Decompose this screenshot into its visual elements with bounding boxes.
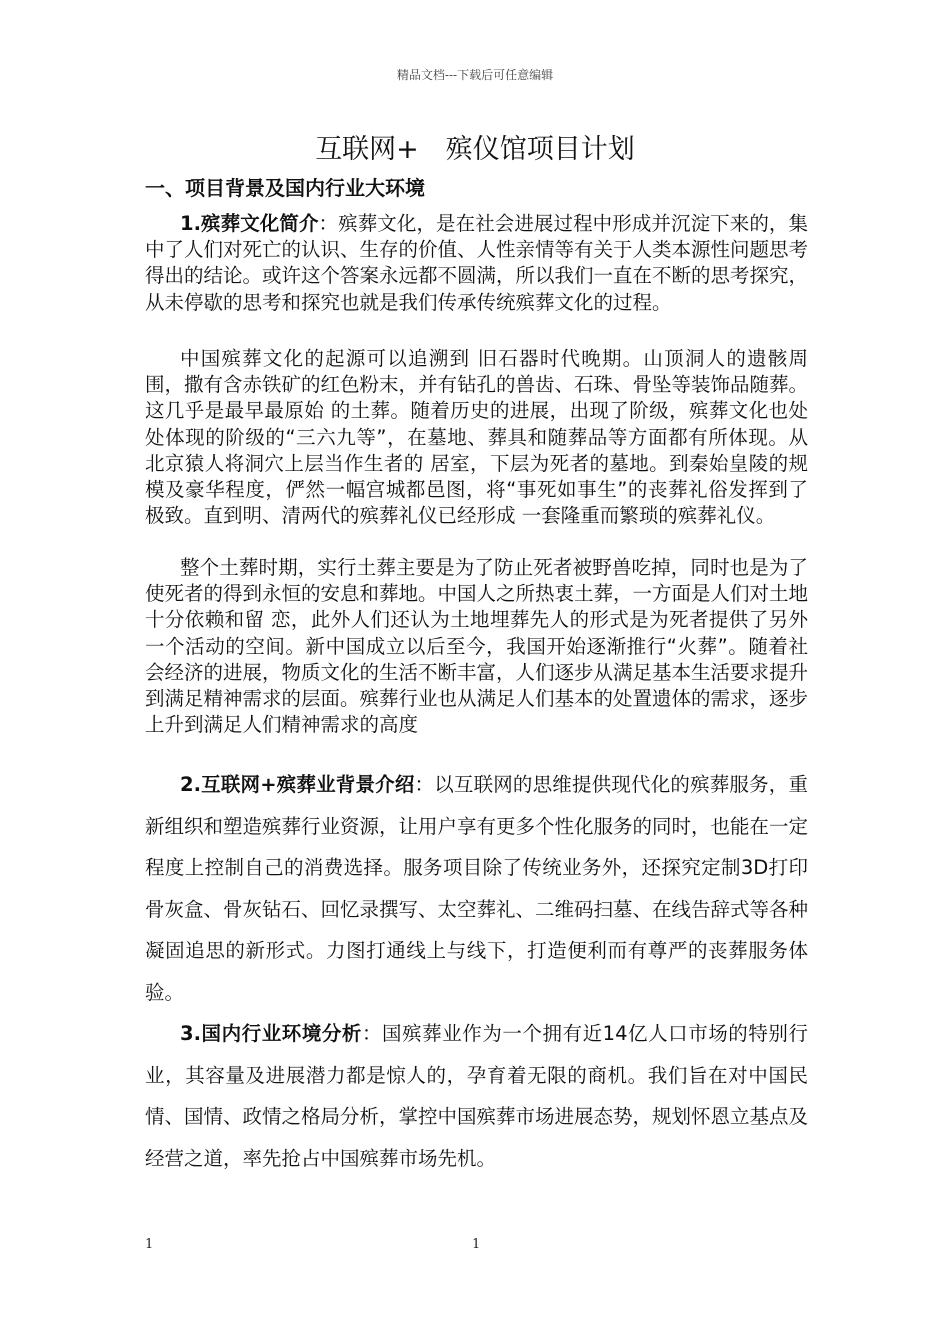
page-number-center: 1 bbox=[472, 1237, 481, 1252]
paragraph-text: 中国殡葬文化的起源可以追溯到 旧石器时代晚期。山顶洞人的遗骸周围，撒有含赤铁矿的红色粉末，并有钻孔的兽齿、石珠、骨坠等装饰品随葬。这几乎是最早最原始 的土葬。随着历史的进展，出现了阶级，殡葬文化也处处体现的阶级的“三六九等”，在墓地、葬具和随葬品等方面都有所体现。从北京猿人将洞穴上层当作生者的 居室，下层为死者的墓地。到秦始皇陵的规模及豪华程度，俨然一幅宫城都邑图，将“事死如事生”的丧葬礼俗发挥到了极致。直到明、清两代的殡葬礼仪已经形成 一套隆重而繁琐的殡葬礼仪。 bbox=[145, 347, 809, 528]
paragraph-text: 整个土葬时期，实行土葬主要是为了防止死者被野兽吃掉，同时也是为了使死者的得到永恒的安息和葬地。中国人之所热衷土葬，一方面是人们对土地十分依赖和留 恋，此外人们还认为土地埋葬先人的形式是为死者提供了另外一个活动的空间。新中国成立以后至今，我国开始逐渐推行“火葬”。随着社会经济的进展，物质文化的生活不断丰富，人们逐步从满足基本生活要求提升到满足精神需求的层面。殡葬行业也从满足人们基本的处置遗体的需求，逐步上升到满足人们精神需求的高度 bbox=[145, 556, 809, 737]
paragraph-funeral-culture-intro bbox=[145, 211, 808, 316]
paragraph-lead: 3.国内行业环境分析 bbox=[180, 1022, 362, 1045]
paragraph-lead: 2.互联网+殡葬业背景介绍 bbox=[180, 773, 415, 796]
paragraph-text: ：国殡葬业作为一个拥有近14亿人口市场的特别行业，其容量及进展潜力都是惊人的，孕育着无限的商机。我们旨在对中国民情、国情、政情之格局分析，掌控中国殡葬市场进展态势，规划怀恩立基点及经营之道，率先抢占中国殡葬市场先机。 bbox=[145, 1022, 809, 1170]
paragraph-text: ：殡葬文化，是在社会进展过程中形成并沉淀下来的，集中了人们对死亡的认识、生存的价值、人性亲情等有关于人类本源性问题思考得出的结论。或许这个答案永远都不圆满，所以我们一直在不断的思考探究，从未停歇的思考和探究也就是我们传承传统殡葬文化的过程。 bbox=[145, 212, 809, 314]
paragraph-domestic-industry-analysis bbox=[145, 1013, 808, 1179]
paragraph-text: ：以互联网的思维提供现代化的殡葬服务，重新组织和塑造殡葬行业资源，让用户享有更多个性化服务的同时，也能在一定程度上控制自己的消费选择。服务项目除了传统业务外，还探究定制3D打印骨灰盒、骨灰钻石、回忆录撰写、太空葬礼、二维码扫墓、在线告辞式等各种凝固追思的新形式。力图打通线上与线下，打造便利而有尊严的丧葬服务体验。 bbox=[145, 773, 809, 1004]
paragraph-lead: 1.殡葬文化简介 bbox=[180, 212, 319, 235]
section-heading: 一、项目背景及国内行业大环境 bbox=[145, 176, 425, 200]
paragraph-internet-funeral-background bbox=[145, 764, 808, 1013]
document-title: 互联网+ 殡仪馆项目计划 bbox=[315, 134, 635, 165]
page-number-left: 1 bbox=[145, 1237, 154, 1252]
paragraph-burial-period bbox=[145, 555, 808, 738]
header-note: 精品文档---下载后可任意编辑 bbox=[396, 68, 554, 82]
paragraph-funeral-culture-origin bbox=[145, 346, 808, 529]
